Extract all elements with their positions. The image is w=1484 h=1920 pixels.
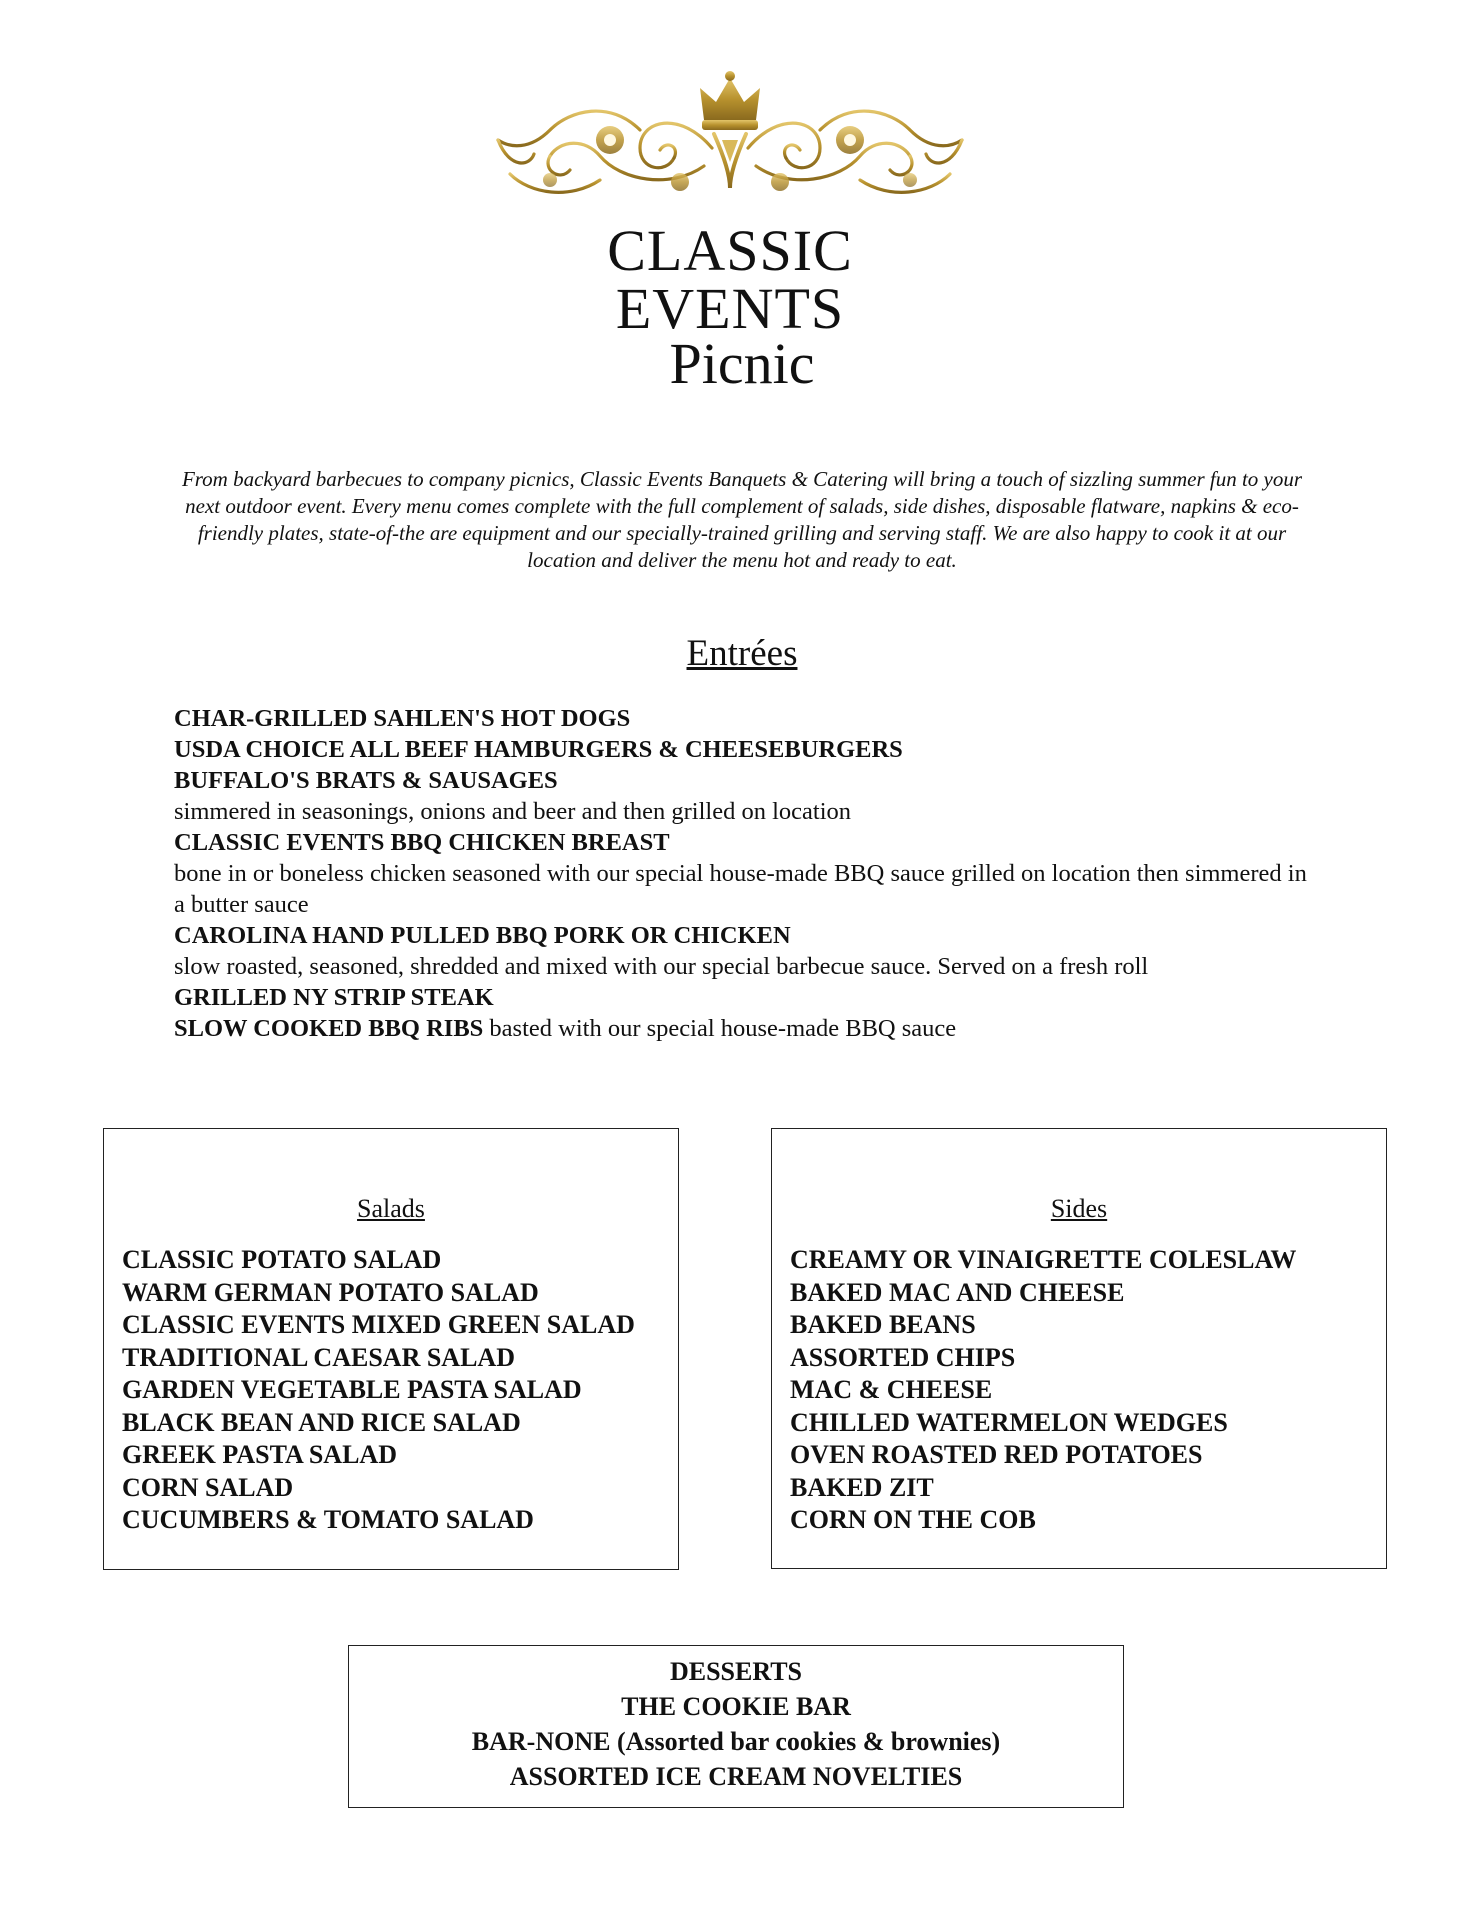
list-item: TRADITIONAL CAESAR SALAD: [122, 1342, 515, 1372]
list-item: BLACK BEAN AND RICE SALAD: [122, 1407, 521, 1437]
salads-heading: Salads: [357, 1194, 425, 1223]
crown-scroll-ornament-icon: [490, 70, 970, 210]
list-item: BAR-NONE (Assorted bar cookies & brownies): [471, 1727, 1001, 1756]
list-item: ASSORTED CHIPS: [790, 1342, 1016, 1372]
entree-row-ribs: [174, 1013, 1314, 1044]
entree-name: CLASSIC EVENTS BBQ CHICKEN BREAST: [174, 829, 670, 856]
entree-description: simmered in seasonings, onions and beer and then grilled on location: [174, 798, 852, 825]
salads-list: [104, 1244, 678, 1537]
entree-name: BUFFALO'S BRATS & SAUSAGES: [174, 767, 558, 794]
list-item: ASSORTED ICE CREAM NOVELTIES: [509, 1762, 963, 1791]
sides-list: [772, 1244, 1386, 1537]
sides-box: [771, 1128, 1387, 1569]
list-item: CREAMY OR VINAIGRETTE COLESLAW: [790, 1245, 1297, 1274]
sides-heading: Sides: [1050, 1194, 1108, 1223]
list-item: BAKED BEANS: [790, 1310, 976, 1339]
desserts-heading: DESSERTS: [669, 1657, 803, 1686]
entree-name: CHAR-GRILLED SAHLEN'S HOT DOGS: [174, 705, 631, 732]
list-item: THE COOKIE BAR: [621, 1692, 851, 1721]
salads-box: [103, 1128, 679, 1570]
brand-name: CLASSIC EVENTS: [607, 218, 853, 341]
entree-name: CAROLINA HAND PULLED BBQ PORK OR CHICKEN: [174, 922, 791, 949]
list-item: BAKED MAC AND CHEESE: [790, 1277, 1125, 1307]
entree-description: basted with our special house-made BBQ sauce: [483, 1015, 957, 1042]
list-item: WARM GERMAN POTATO SALAD: [122, 1277, 539, 1307]
list-item: CORN ON THE COB: [790, 1505, 1036, 1534]
entree-name: SLOW COOKED BBQ RIBS: [174, 1015, 484, 1042]
list-item: CLASSIC POTATO SALAD: [122, 1245, 442, 1274]
page-title: Picnic: [669, 331, 815, 396]
list-item: GARDEN VEGETABLE PASTA SALAD: [122, 1375, 582, 1404]
intro-paragraph: From backyard barbecues to company picnics, Classic Events Banquets & Catering will bring a touch of sizzling summer fun to your next outdoor event. Every menu comes complete with the full complement of salads, side dishes, disposable flatware, napkins & eco-friendly plates, state-of-the are equipment and our specially-trained grilling and serving staff. We are also happy to cook it at our location and deliver the menu hot and ready to eat.: [181, 467, 1303, 572]
list-item: OVEN ROASTED RED POTATOES: [790, 1440, 1203, 1469]
entree-description: slow roasted, seasoned, shredded and mixed with our special barbecue sauce. Served on a fresh roll: [174, 953, 1149, 980]
list-item: MAC & CHEESE: [790, 1375, 993, 1404]
list-item: BAKED ZIT: [790, 1472, 934, 1502]
entree-description: bone in or boneless chicken seasoned with our special house-made BBQ sauce grilled on location then simmered in a butter sauce: [174, 860, 1307, 918]
list-item: GREEK PASTA SALAD: [122, 1440, 397, 1469]
list-item: CUCUMBERS & TOMATO SALAD: [122, 1505, 534, 1534]
list-item: CHILLED WATERMELON WEDGES: [790, 1407, 1228, 1437]
entree-name: GRILLED NY STRIP STEAK: [174, 984, 494, 1011]
entrees-list: [174, 703, 1314, 1044]
list-item: CLASSIC EVENTS MIXED GREEN SALAD: [122, 1310, 635, 1339]
entrees-heading: Entrées: [686, 633, 798, 674]
desserts-box: [348, 1645, 1124, 1808]
entree-name: USDA CHOICE ALL BEEF HAMBURGERS & CHEESEBURGERS: [174, 736, 903, 763]
list-item: CORN SALAD: [122, 1472, 294, 1502]
